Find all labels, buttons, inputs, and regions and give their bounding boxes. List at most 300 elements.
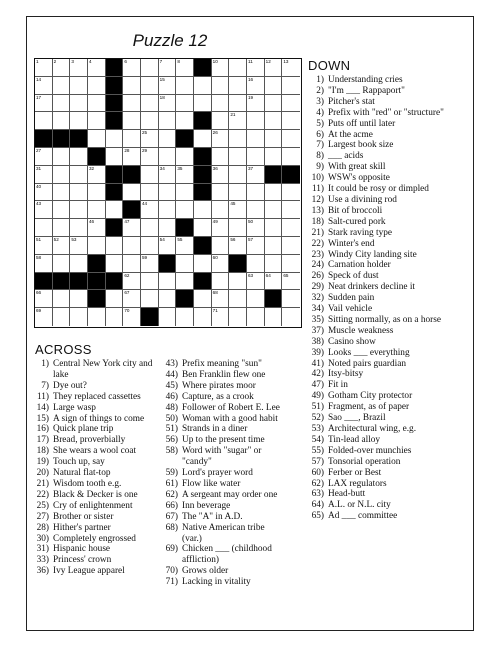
- clue-number: 17): [36, 435, 49, 446]
- cell-number: 50: [248, 219, 254, 225]
- grid-cell[interactable]: [247, 201, 265, 219]
- grid-cell[interactable]: [70, 255, 88, 273]
- grid-cell[interactable]: [229, 148, 247, 166]
- grid-cell[interactable]: [176, 273, 194, 291]
- grid-cell[interactable]: [159, 95, 177, 113]
- grid-cell[interactable]: [88, 59, 106, 77]
- clue-number: 10): [311, 173, 324, 184]
- grid-cell[interactable]: [176, 201, 194, 219]
- cell-number: 7: [159, 59, 163, 64]
- grid-cell[interactable]: [88, 290, 106, 308]
- clue-text: Flow like water: [182, 478, 241, 489]
- grid-cell[interactable]: [88, 95, 106, 113]
- grid-cell[interactable]: [141, 77, 159, 95]
- grid-cell[interactable]: [35, 255, 53, 273]
- grid-cell[interactable]: [106, 59, 124, 77]
- clue-number: 1): [41, 359, 49, 369]
- grid-cell[interactable]: [247, 219, 265, 237]
- grid-cell[interactable]: [194, 184, 212, 202]
- grid-cell[interactable]: [88, 148, 106, 166]
- grid-cell[interactable]: [35, 201, 53, 219]
- grid-cell[interactable]: [176, 130, 194, 148]
- clue-text: Large wasp: [53, 402, 96, 413]
- grid-cell[interactable]: [229, 308, 247, 326]
- grid-cell[interactable]: [70, 237, 88, 255]
- grid-cell[interactable]: [282, 166, 300, 184]
- grid-cell[interactable]: [282, 184, 300, 202]
- grid-cell[interactable]: [176, 290, 194, 308]
- clue-text: Up to the present time: [182, 435, 265, 446]
- clue-text: Vail vehicle: [328, 304, 373, 315]
- grid-cell[interactable]: [194, 130, 212, 148]
- grid-cell[interactable]: [212, 201, 230, 219]
- clue-text: Completely engrossed: [53, 533, 136, 544]
- grid-cell[interactable]: [35, 290, 53, 308]
- grid-cell[interactable]: [194, 112, 212, 130]
- grid-cell[interactable]: [212, 237, 230, 255]
- grid-cell[interactable]: [229, 166, 247, 184]
- cell-number: 40: [36, 183, 42, 189]
- grid-cell[interactable]: [159, 148, 177, 166]
- clue-item: [306, 380, 476, 391]
- grid-cell[interactable]: [282, 201, 300, 219]
- grid-cell[interactable]: [176, 255, 194, 273]
- grid-cell[interactable]: [159, 237, 177, 255]
- grid-cell[interactable]: [247, 255, 265, 273]
- grid-cell[interactable]: [53, 273, 71, 291]
- grid-cell[interactable]: [229, 77, 247, 95]
- grid-cell[interactable]: [212, 166, 230, 184]
- grid-cell[interactable]: [212, 308, 230, 326]
- grid-cell[interactable]: [88, 237, 106, 255]
- grid-cell[interactable]: [194, 290, 212, 308]
- grid-cell[interactable]: [106, 130, 124, 148]
- grid-cell[interactable]: [247, 166, 265, 184]
- grid-cell[interactable]: [123, 130, 141, 148]
- clue-item: [160, 479, 300, 490]
- grid-cell[interactable]: [70, 148, 88, 166]
- grid-cell[interactable]: [53, 290, 71, 308]
- grid-cell[interactable]: [194, 77, 212, 95]
- grid-cell[interactable]: [106, 255, 124, 273]
- grid-cell[interactable]: [159, 290, 177, 308]
- grid-cell[interactable]: [282, 148, 300, 166]
- grid-cell[interactable]: [141, 237, 159, 255]
- grid-cell[interactable]: [194, 273, 212, 291]
- cell-number: 15: [159, 76, 165, 82]
- grid-cell[interactable]: [106, 290, 124, 308]
- grid-cell[interactable]: [88, 184, 106, 202]
- grid-cell[interactable]: [229, 290, 247, 308]
- clue-item: [306, 293, 476, 304]
- grid-cell[interactable]: [229, 255, 247, 273]
- grid-cell[interactable]: [53, 148, 71, 166]
- grid-cell[interactable]: [247, 59, 265, 77]
- grid-cell[interactable]: [247, 77, 265, 95]
- grid-cell[interactable]: [194, 219, 212, 237]
- clue-item: [306, 326, 476, 337]
- grid-cell[interactable]: [265, 130, 283, 148]
- puzzle-title: Puzzle 12: [132, 31, 208, 50]
- grid-cell[interactable]: [229, 95, 247, 113]
- clue-item: [160, 544, 300, 555]
- grid-cell[interactable]: [194, 308, 212, 326]
- grid-cell[interactable]: [53, 130, 71, 148]
- clue-item: [31, 501, 166, 512]
- grid-cell[interactable]: [282, 273, 300, 291]
- grid-cell[interactable]: [123, 59, 141, 77]
- grid-cell[interactable]: [70, 95, 88, 113]
- grid-cell[interactable]: [282, 130, 300, 148]
- grid-cell[interactable]: [265, 290, 283, 308]
- grid-cell[interactable]: [176, 219, 194, 237]
- clue-item: [306, 315, 476, 326]
- grid-cell[interactable]: [70, 290, 88, 308]
- grid-cell[interactable]: [88, 255, 106, 273]
- grid-cell[interactable]: [141, 148, 159, 166]
- grid-cell[interactable]: [282, 308, 300, 326]
- grid-cell[interactable]: [123, 112, 141, 130]
- grid-cell[interactable]: [229, 130, 247, 148]
- grid-cell[interactable]: [106, 237, 124, 255]
- clue-number: 26): [311, 271, 324, 282]
- grid-cell[interactable]: [106, 201, 124, 219]
- grid-cell[interactable]: [106, 308, 124, 326]
- grid-cell[interactable]: [159, 166, 177, 184]
- grid-cell[interactable]: [265, 95, 283, 113]
- grid-cell[interactable]: [282, 59, 300, 77]
- cell-number: 67: [124, 290, 130, 296]
- grid-cell[interactable]: [88, 308, 106, 326]
- across-heading: ACROSS: [35, 342, 92, 357]
- grid-cell[interactable]: [123, 219, 141, 237]
- cell-number: 11: [248, 59, 253, 64]
- grid-cell[interactable]: [159, 77, 177, 95]
- grid-cell[interactable]: [247, 308, 265, 326]
- grid-cell[interactable]: [141, 59, 159, 77]
- grid-cell[interactable]: [141, 95, 159, 113]
- clue-text: Word with "sugar" or: [182, 446, 262, 457]
- grid-cell[interactable]: [123, 95, 141, 113]
- grid-cell[interactable]: [176, 112, 194, 130]
- clue-number: 51): [165, 424, 178, 435]
- grid-cell[interactable]: [159, 112, 177, 130]
- grid-cell[interactable]: [265, 112, 283, 130]
- grid-cell[interactable]: [265, 201, 283, 219]
- grid-cell[interactable]: [247, 95, 265, 113]
- grid-cell[interactable]: [176, 77, 194, 95]
- grid-cell[interactable]: [141, 273, 159, 291]
- grid-cell[interactable]: [212, 255, 230, 273]
- grid-cell[interactable]: [159, 130, 177, 148]
- clue-item: [31, 370, 166, 381]
- clue-item: [160, 359, 300, 370]
- grid-cell[interactable]: [53, 184, 71, 202]
- grid-cell[interactable]: [194, 166, 212, 184]
- clue-text: A sign of things to come: [53, 413, 145, 424]
- grid-cell[interactable]: [212, 130, 230, 148]
- grid-cell[interactable]: [282, 219, 300, 237]
- grid-cell[interactable]: [106, 166, 124, 184]
- grid-cell[interactable]: [265, 219, 283, 237]
- clue-number: 36): [36, 566, 49, 577]
- grid-cell[interactable]: [53, 95, 71, 113]
- clue-number: 54): [311, 434, 324, 445]
- grid-cell[interactable]: [141, 308, 159, 326]
- clue-item: [31, 512, 166, 523]
- grid-cell[interactable]: [88, 219, 106, 237]
- grid-cell[interactable]: [106, 112, 124, 130]
- grid-cell[interactable]: [53, 77, 71, 95]
- across-clue-list-col1: [31, 359, 166, 577]
- grid-cell[interactable]: [194, 255, 212, 273]
- grid-cell[interactable]: [212, 219, 230, 237]
- grid-cell[interactable]: [212, 59, 230, 77]
- grid-cell[interactable]: [53, 201, 71, 219]
- grid-cell[interactable]: [159, 59, 177, 77]
- grid-cell[interactable]: [141, 184, 159, 202]
- grid-cell[interactable]: [35, 59, 53, 77]
- grid-cell[interactable]: [88, 77, 106, 95]
- clue-item: [160, 381, 300, 392]
- clue-item: [160, 414, 300, 425]
- clue-item: [306, 119, 476, 130]
- grid-cell[interactable]: [141, 201, 159, 219]
- grid-cell[interactable]: [70, 166, 88, 184]
- clue-number: 41): [311, 358, 324, 369]
- grid-cell[interactable]: [53, 112, 71, 130]
- grid-cell[interactable]: [247, 184, 265, 202]
- cell-number: 12: [265, 59, 271, 64]
- clue-item: [306, 457, 476, 468]
- grid-cell[interactable]: [53, 255, 71, 273]
- grid-cell[interactable]: [141, 112, 159, 130]
- grid-cell[interactable]: [247, 290, 265, 308]
- cell-number: 64: [265, 272, 271, 278]
- grid-cell[interactable]: [176, 184, 194, 202]
- grid-cell[interactable]: [123, 290, 141, 308]
- grid-cell[interactable]: [176, 166, 194, 184]
- clue-item: [306, 282, 476, 293]
- grid-cell[interactable]: [282, 255, 300, 273]
- grid-cell[interactable]: [53, 59, 71, 77]
- grid-cell[interactable]: [212, 184, 230, 202]
- grid-cell[interactable]: [70, 273, 88, 291]
- grid-cell[interactable]: [229, 201, 247, 219]
- grid-cell[interactable]: [212, 77, 230, 95]
- cell-number: 55: [177, 237, 183, 242]
- grid-cell[interactable]: [247, 130, 265, 148]
- grid-cell[interactable]: [70, 112, 88, 130]
- cell-number: 27: [36, 148, 42, 153]
- grid-cell[interactable]: [212, 148, 230, 166]
- grid-cell[interactable]: [247, 237, 265, 255]
- grid-cell[interactable]: [70, 308, 88, 326]
- grid-cell[interactable]: [70, 59, 88, 77]
- grid-cell[interactable]: [35, 273, 53, 291]
- grid-cell[interactable]: [265, 255, 283, 273]
- grid-cell[interactable]: [123, 308, 141, 326]
- clue-number: 33): [36, 555, 49, 566]
- grid-cell[interactable]: [53, 237, 71, 255]
- grid-cell[interactable]: [35, 237, 53, 255]
- grid-cell[interactable]: [35, 184, 53, 202]
- cell-number: 70: [124, 308, 130, 314]
- clue-text: Lacking in vitality: [182, 577, 251, 588]
- clue-text: LAX regulators: [328, 478, 387, 489]
- grid-cell[interactable]: [123, 273, 141, 291]
- grid-cell[interactable]: [282, 95, 300, 113]
- grid-cell[interactable]: [88, 130, 106, 148]
- grid-cell[interactable]: [176, 308, 194, 326]
- grid-cell[interactable]: [88, 166, 106, 184]
- clue-item: [306, 173, 476, 184]
- grid-cell[interactable]: [229, 219, 247, 237]
- clue-item: [306, 260, 476, 271]
- grid-cell[interactable]: [141, 130, 159, 148]
- grid-cell[interactable]: [106, 273, 124, 291]
- clue-item: [31, 392, 166, 403]
- grid-cell[interactable]: [53, 308, 71, 326]
- grid-cell[interactable]: [265, 308, 283, 326]
- grid-cell[interactable]: [176, 95, 194, 113]
- grid-cell[interactable]: [159, 219, 177, 237]
- grid-cell[interactable]: [35, 148, 53, 166]
- grid-cell[interactable]: [106, 148, 124, 166]
- grid-cell[interactable]: [265, 237, 283, 255]
- grid-cell[interactable]: [212, 273, 230, 291]
- grid-cell[interactable]: [194, 95, 212, 113]
- grid-cell[interactable]: [35, 219, 53, 237]
- grid-cell[interactable]: [53, 166, 71, 184]
- grid-cell[interactable]: [212, 290, 230, 308]
- clue-number: 9): [316, 162, 324, 173]
- grid-cell[interactable]: [265, 77, 283, 95]
- grid-cell[interactable]: [70, 184, 88, 202]
- grid-cell[interactable]: [229, 184, 247, 202]
- grid-cell[interactable]: [106, 219, 124, 237]
- clue-item: [306, 304, 476, 315]
- clue-text: Grows older: [182, 566, 229, 577]
- clue-item: [306, 151, 476, 162]
- grid-cell[interactable]: [176, 148, 194, 166]
- grid-cell[interactable]: [123, 201, 141, 219]
- grid-cell[interactable]: [194, 148, 212, 166]
- grid-cell[interactable]: [282, 112, 300, 130]
- clue-item: [306, 413, 476, 424]
- grid-cell[interactable]: [106, 95, 124, 113]
- grid-cell[interactable]: [176, 59, 194, 77]
- grid-cell[interactable]: [141, 290, 159, 308]
- clue-item: [160, 403, 300, 414]
- cell-number: 34: [159, 165, 165, 171]
- grid-cell[interactable]: [194, 59, 212, 77]
- cell-number: 49: [212, 219, 218, 225]
- clue-text: Salt-cured pork: [328, 216, 386, 227]
- grid-cell[interactable]: [229, 237, 247, 255]
- grid-cell[interactable]: [212, 112, 230, 130]
- grid-cell[interactable]: [159, 184, 177, 202]
- grid-cell[interactable]: [123, 184, 141, 202]
- grid-cell[interactable]: [35, 308, 53, 326]
- cell-number: 69: [36, 308, 42, 314]
- clue-number: 2): [316, 85, 324, 96]
- grid-cell[interactable]: [282, 237, 300, 255]
- grid-cell[interactable]: [265, 166, 283, 184]
- cell-number: 37: [248, 165, 254, 171]
- cell-number: 32: [89, 165, 95, 171]
- grid-cell[interactable]: [159, 273, 177, 291]
- clue-number: 7): [316, 140, 324, 151]
- grid-cell[interactable]: [123, 255, 141, 273]
- grid-cell[interactable]: [70, 77, 88, 95]
- clue-number: 49): [311, 391, 324, 402]
- grid-cell[interactable]: [265, 273, 283, 291]
- grid-cell[interactable]: [247, 148, 265, 166]
- grid-cell[interactable]: [282, 290, 300, 308]
- grid-cell[interactable]: [159, 201, 177, 219]
- grid-cell[interactable]: [247, 112, 265, 130]
- cell-number: 18: [159, 94, 165, 100]
- clue-item: [31, 490, 166, 501]
- grid-cell[interactable]: [70, 130, 88, 148]
- grid-cell[interactable]: [88, 201, 106, 219]
- grid-cell[interactable]: [212, 95, 230, 113]
- grid-cell[interactable]: [123, 148, 141, 166]
- grid-cell[interactable]: [194, 237, 212, 255]
- grid-cell[interactable]: [194, 201, 212, 219]
- grid-cell[interactable]: [176, 237, 194, 255]
- clue-number: 65): [311, 511, 324, 522]
- grid-cell[interactable]: [123, 166, 141, 184]
- grid-cell[interactable]: [106, 77, 124, 95]
- clue-number: 43): [165, 359, 178, 369]
- grid-cell[interactable]: [123, 77, 141, 95]
- grid-cell[interactable]: [35, 166, 53, 184]
- grid-cell[interactable]: [35, 112, 53, 130]
- grid-cell[interactable]: [159, 255, 177, 273]
- clue-item: [31, 555, 166, 566]
- grid-cell[interactable]: [247, 273, 265, 291]
- clue-item: [306, 97, 476, 108]
- grid-cell[interactable]: [159, 308, 177, 326]
- grid-cell[interactable]: [141, 255, 159, 273]
- clue-text: Itsy-bitsy: [328, 369, 364, 380]
- grid-cell[interactable]: [265, 148, 283, 166]
- grid-cell[interactable]: [229, 59, 247, 77]
- grid-cell[interactable]: [35, 77, 53, 95]
- grid-cell[interactable]: [141, 219, 159, 237]
- grid-cell[interactable]: [70, 219, 88, 237]
- grid-cell[interactable]: [53, 219, 71, 237]
- grid-cell[interactable]: [88, 112, 106, 130]
- grid-cell[interactable]: [229, 112, 247, 130]
- grid-cell[interactable]: [141, 166, 159, 184]
- grid-cell[interactable]: [229, 273, 247, 291]
- grid-cell[interactable]: [265, 184, 283, 202]
- clue-text: lake: [53, 369, 69, 380]
- grid-cell[interactable]: [123, 237, 141, 255]
- grid-cell[interactable]: [106, 184, 124, 202]
- grid-cell[interactable]: [265, 59, 283, 77]
- clue-number: 24): [311, 260, 324, 271]
- grid-cell[interactable]: [35, 95, 53, 113]
- grid-cell[interactable]: [88, 273, 106, 291]
- clue-item: [306, 108, 476, 119]
- grid-cell[interactable]: [70, 201, 88, 219]
- grid-cell[interactable]: [35, 130, 53, 148]
- grid-cell[interactable]: [282, 77, 300, 95]
